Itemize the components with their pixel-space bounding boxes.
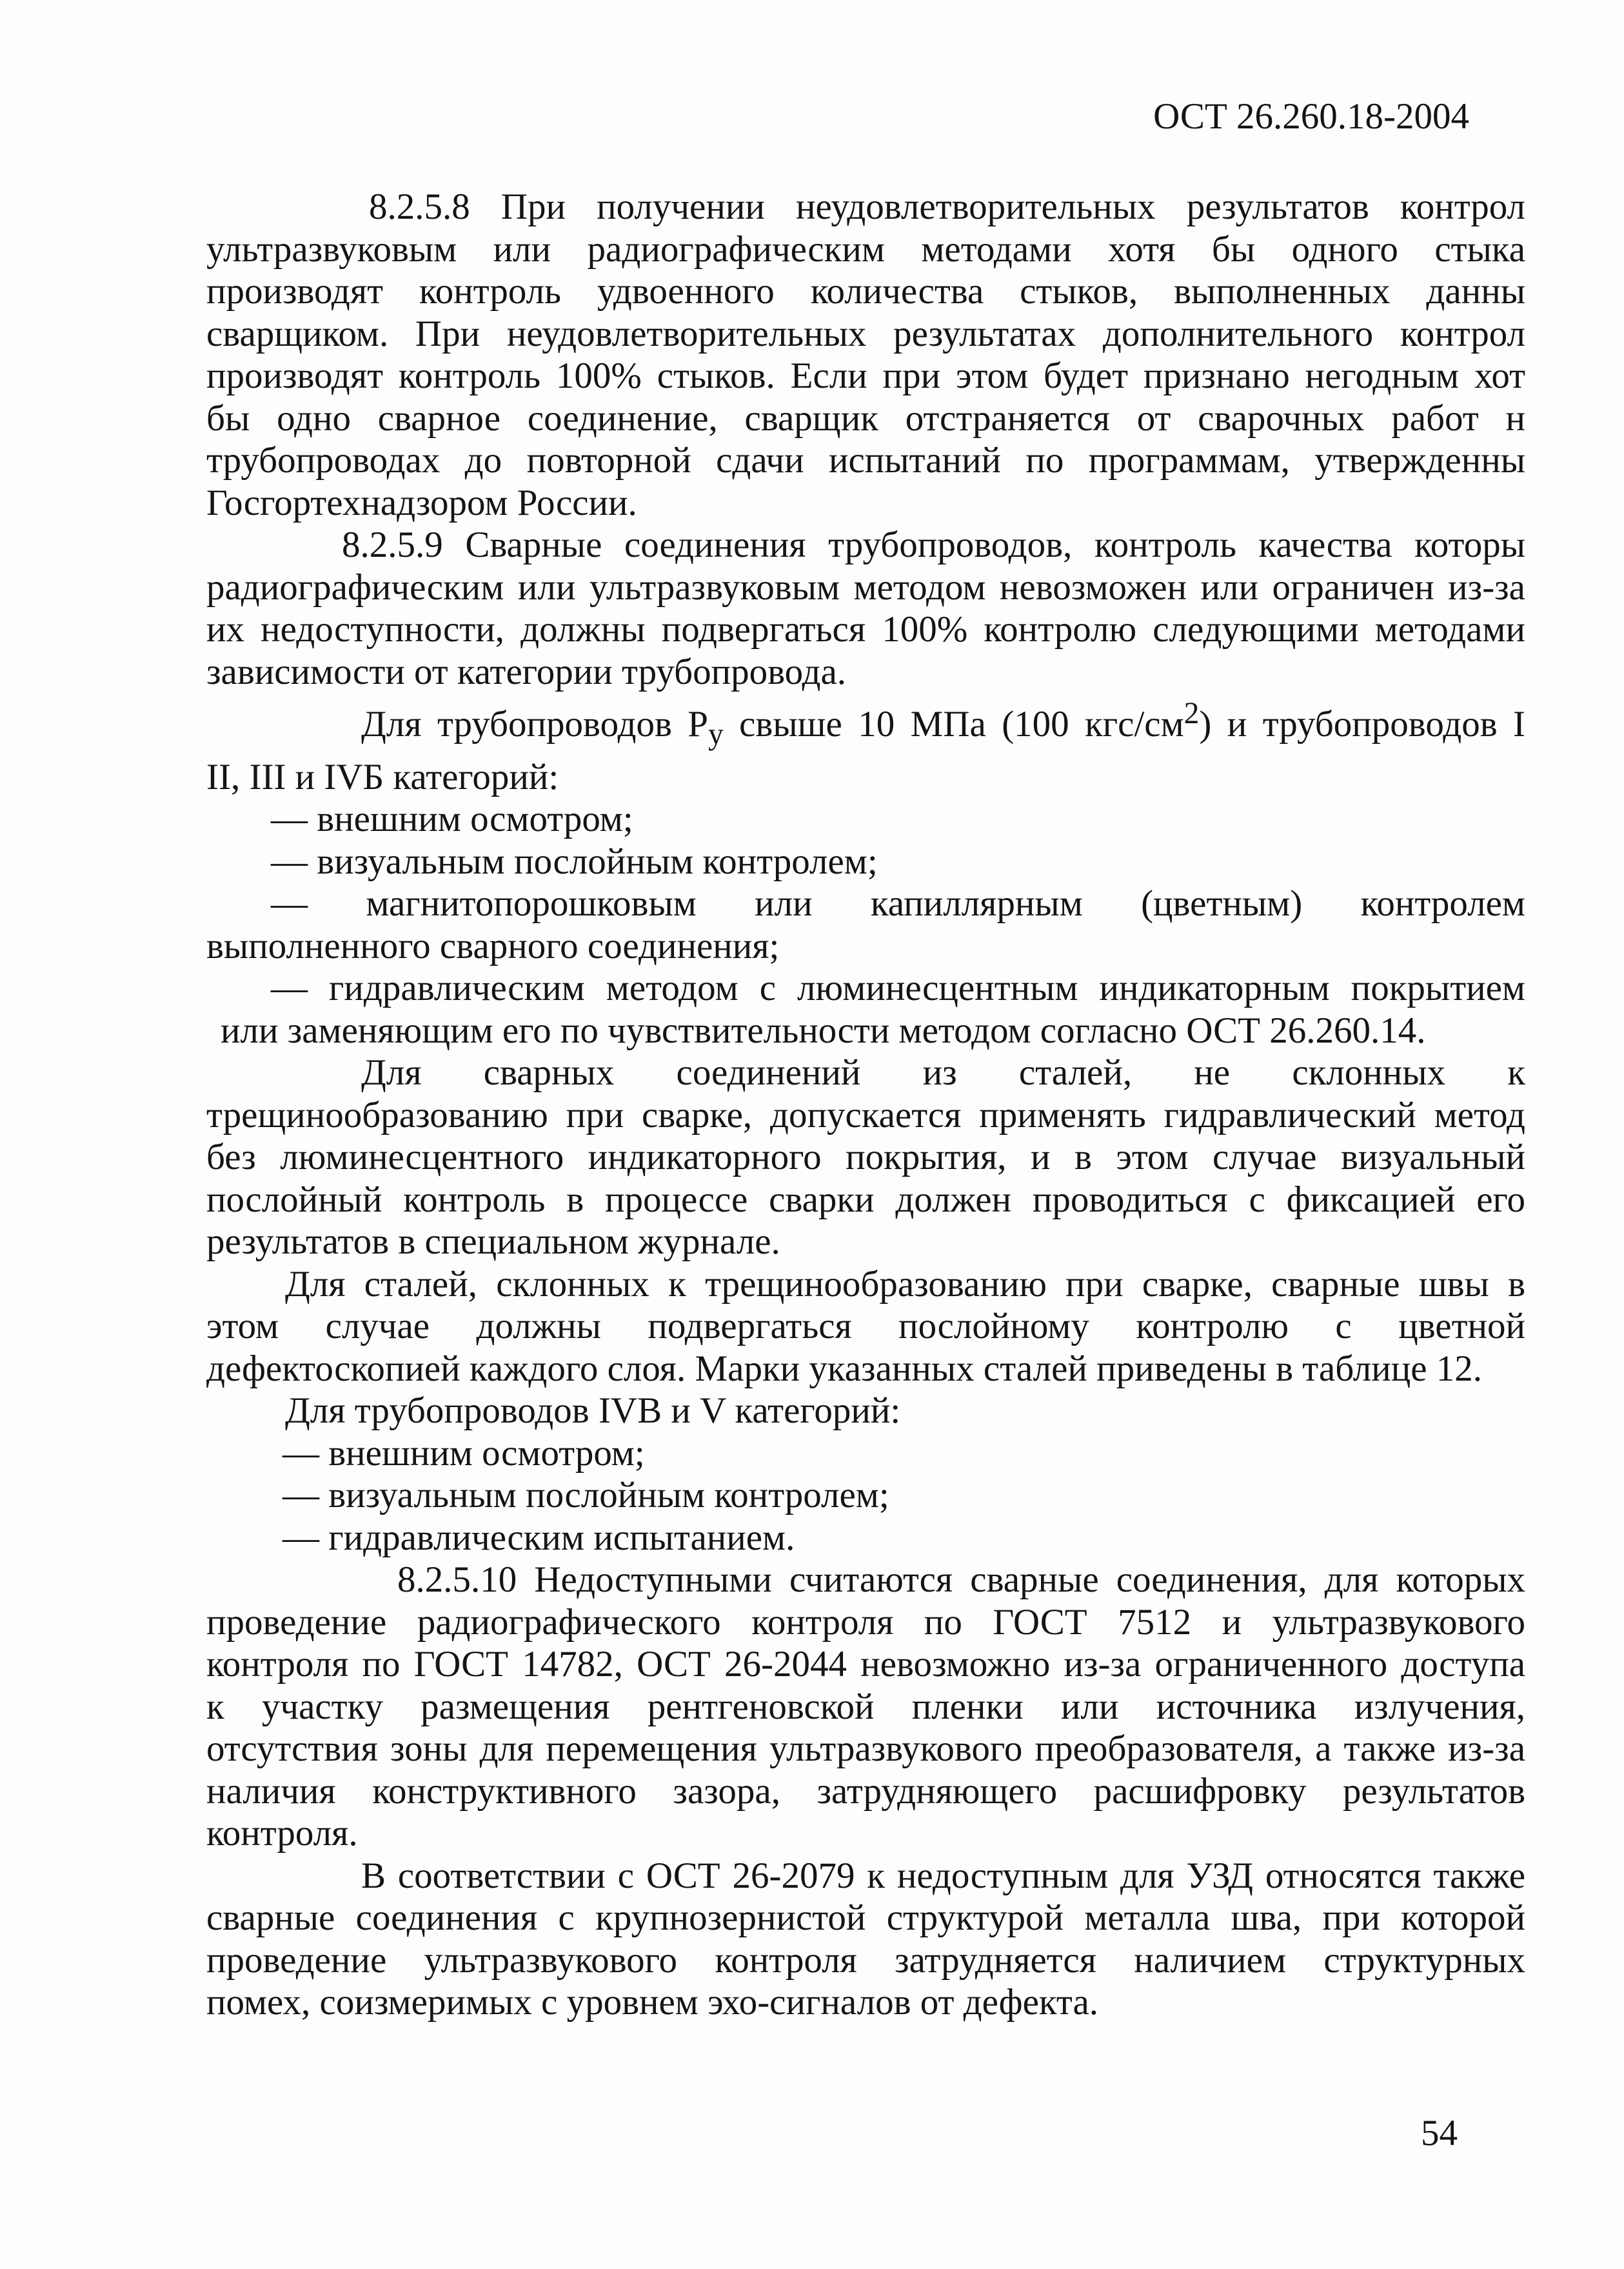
text-line: В соответствии с ОСТ 26-2079 к недоступным для УЗД относятся также <box>361 1855 1525 1896</box>
text-line: отсутствия зоны для перемещения ультразвукового преобразователя, а также из-за <box>206 1728 1525 1770</box>
text-line: этом случае должны подвергаться послойному контролю с цветной <box>206 1306 1525 1347</box>
list-item: — визуальным послойным контролем; <box>282 1475 889 1516</box>
text-line <box>206 693 1525 756</box>
text-fragment: ) и трубопроводов I <box>1199 704 1525 745</box>
text-line: Для трубопроводов IVВ и V категорий: <box>285 1390 901 1432</box>
text-line: к участку размещения рентгеновской пленки или источника излучения, <box>206 1686 1525 1727</box>
text-fragment: свыше 10 МПа (100 кгс/см <box>723 704 1184 745</box>
list-item: — визуальным послойным контролем; <box>271 841 878 882</box>
text-line: 8.2.5.9 Сварные соединения трубопроводов, контроль качества которы <box>342 525 1525 565</box>
text-line: наличия конструктивного зазора, затрудняющего расшифровку результатов <box>206 1770 1525 1812</box>
text-line: проведение радиографического контроля по ГОСТ 7512 и ультразвукового <box>206 1601 1525 1643</box>
text-line: их недоступности, должны подвергаться 100% контролю следующими методами <box>206 609 1525 650</box>
paragraph-8-2-5-10 <box>206 1559 1525 1855</box>
text-line: Для сварных соединений из сталей, не склонных к <box>361 1052 1525 1094</box>
document-body <box>206 186 1525 2024</box>
text-line: контроля. <box>206 1813 358 1854</box>
text-line: 8.2.5.8 При получении неудовлетворительных результатов контрол <box>369 186 1525 227</box>
paragraph-category-ivv-v <box>206 1390 1525 1432</box>
text-line: дефектоскопией каждого слоя. Марки указанных сталей приведены в таблице 12. <box>206 1348 1483 1389</box>
text-line: Для сталей, склонных к трещинообразованию при сварке, сварные швы в <box>285 1263 1525 1304</box>
text-line: сварные соединения с крупнозернистой структурой металла шва, при которой <box>206 1897 1525 1939</box>
text-line: помех, соизмеримых с уровнем эхо-сигналов от дефекта. <box>206 1982 1099 2023</box>
list-item: — внешним осмотром; <box>271 799 633 840</box>
text-line: ультразвуковым или радиографическим методами хотя бы одного стыка <box>206 228 1525 270</box>
text-fragment: Для трубопроводов Р <box>361 704 708 745</box>
method-list-2 <box>206 1432 1525 1559</box>
paragraph-8-2-5-8 <box>206 186 1525 524</box>
text-line: радиографическим или ультразвуковым методом невозможен или ограничен из-за <box>206 566 1525 608</box>
paragraph-non-cracking-steels <box>206 1052 1525 1263</box>
text-line: или заменяющим его по чувствительности методом согласно ОСТ 26.260.14. <box>221 1010 1426 1051</box>
list-item: — магнитопорошковым или капиллярным (цветным) контролем <box>271 883 1525 925</box>
paragraph-ost-26-2079 <box>206 1855 1525 2024</box>
text-line: выполненного сварного соединения; <box>206 925 780 966</box>
paragraph-high-pressure <box>206 693 1525 798</box>
text-line: трубопроводах до повторной сдачи испытаний по программам, утвержденны <box>206 440 1525 481</box>
text-line: зависимости от категории трубопровода. <box>206 651 847 692</box>
text-line: производят контроль 100% стыков. Если при этом будет признано негодным хот <box>206 355 1525 396</box>
text-line: результатов в специальном журнале. <box>206 1221 780 1263</box>
text-line: сварщиком. При неудовлетворительных результатах дополнительного контрол <box>206 313 1525 354</box>
text-line: контроля по ГОСТ 14782, ОСТ 26-2044 невозможно из-за ограниченного доступа <box>206 1644 1525 1685</box>
superscript: 2 <box>1183 697 1200 730</box>
text-line: II, III и IVБ категорий: <box>206 756 559 797</box>
list-item: — гидравлическим методом с люминесцентным индикаторным покрытием <box>271 968 1525 1009</box>
document-code: ОСТ 26.260.18-2004 <box>1153 96 1469 137</box>
subscript: у <box>708 717 724 752</box>
list-item: — внешним осмотром; <box>282 1432 645 1474</box>
text-line: послойный контроль в процессе сварки должен проводиться с фиксацией его <box>206 1179 1525 1220</box>
text-line: трещинообразованию при сварке, допускается применять гидравлический метод <box>206 1094 1525 1135</box>
text-line: Госгортехнадзором России. <box>206 482 637 523</box>
text-line: производят контроль удвоенного количества стыков, выполненных данны <box>206 271 1525 312</box>
page-number: 54 <box>1421 2113 1458 2154</box>
paragraph-8-2-5-9 <box>206 524 1525 693</box>
method-list-1 <box>206 798 1525 1052</box>
paragraph-cracking-steels <box>206 1263 1525 1390</box>
text-line: бы одно сварное соединение, сварщик отстраняется от сварочных работ н <box>206 397 1525 439</box>
text-line: 8.2.5.10 Недоступными считаются сварные соединения, для которых <box>397 1559 1525 1601</box>
text-line: проведение ультразвукового контроля затрудняется наличием структурных <box>206 1939 1525 1981</box>
list-item: — гидравлическим испытанием. <box>282 1517 795 1558</box>
text-line: без люминесцентного индикаторного покрытия, и в этом случае визуальный <box>206 1137 1525 1178</box>
